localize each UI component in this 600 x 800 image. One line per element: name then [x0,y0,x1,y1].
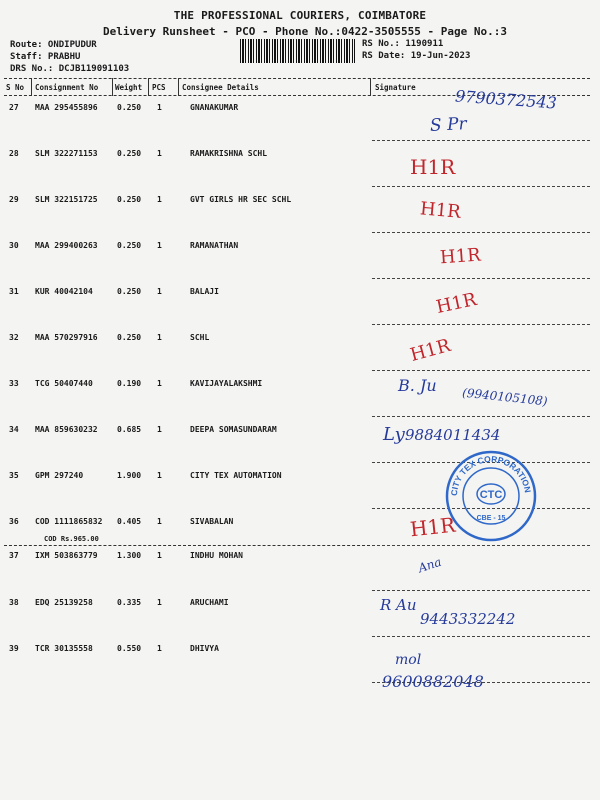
row-weight: 0.190 [117,379,142,388]
row-sno: 36 [9,517,19,526]
row-weight: 0.250 [117,149,142,158]
row-consignment: COD 1111865832 [35,517,103,526]
handwritten-phone: 9600882048 [382,672,484,691]
row-consignment: EDQ 25139258 [35,598,93,607]
row-consignee: CITY TEX AUTOMATION [190,471,282,480]
drs-number: DRS No.: DCJB119091103 [10,64,130,74]
row-consignment: KUR 40042104 [35,287,93,296]
row-consignment: GPM 297240 [35,471,84,480]
row-consignment: MAA 299400263 [35,241,98,250]
handwritten-hr-mark: H1R [408,512,457,542]
handwritten-signature: Ana [416,554,444,576]
row-weight: 0.335 [117,598,142,607]
handwritten-hr-mark: H1R [434,288,479,319]
row-consignment: TCG 50407440 [35,379,93,388]
row-sno: 35 [9,471,19,480]
handwritten-signature: S Pr [429,114,468,136]
table-row [0,644,600,690]
stamp-company-name: CITY TEX CORPORATION [448,453,533,497]
row-consignee: KAVIJAYALAKSHMI [190,379,263,388]
handwritten-hr-mark: H1R [407,335,453,366]
signature-line [372,590,590,591]
row-consignment: MAA 570297916 [35,333,98,342]
col-divider [148,78,149,96]
row-sno: 33 [9,379,19,388]
row-consignment: SLM 322151725 [35,195,98,204]
row-consignee: ARUCHAMI [190,598,229,607]
table-row [0,333,600,379]
document-subtitle: Delivery Runsheet - PCO - Phone No.:0422-3505555 - Page No.:3 [103,25,507,38]
row-consignee: SCHL [190,333,210,342]
header-top-rule [4,78,590,79]
row-consignee: INDHU MOHAN [190,551,243,560]
col-consignment-header: Consignment No [35,83,99,92]
col-divider [112,78,113,96]
row-pcs: 1 [157,644,162,653]
handwritten-phone: 9790372543 [454,86,558,113]
row-pcs: 1 [157,103,162,112]
handwritten-signature: mol [395,652,422,668]
table-row [0,103,600,149]
handwritten-hr-mark: H1R [410,155,456,179]
row-weight: 0.250 [117,241,142,250]
signature-line [372,278,590,279]
row-sno: 38 [9,598,19,607]
handwritten-phone: 9884011434 [405,426,501,444]
signature-line [372,636,590,637]
handwritten-signature: R Au [380,596,417,614]
row-weight: 0.250 [117,287,142,296]
row-pcs: 1 [157,425,162,434]
signature-line [372,324,590,325]
row-weight: 1.300 [117,551,142,560]
row-consignee: SIVABALAN [190,517,234,526]
row-separator [4,545,370,546]
row-consignment: MAA 859630232 [35,425,98,434]
row-consignment: MAA 295455896 [35,103,98,112]
col-signature-header: Signature [375,83,416,92]
row-pcs: 1 [157,598,162,607]
row-sno: 29 [9,195,19,204]
handwritten-phone: (9940105108) [461,385,549,409]
row-pcs: 1 [157,287,162,296]
row-consignee: DEEPA SOMASUNDARAM [190,425,277,434]
rs-date: RS Date: 19-Jun-2023 [362,51,471,61]
handwritten-hr-mark: H1R [439,244,482,269]
row-weight: 0.250 [117,195,142,204]
signature-line [372,545,590,546]
cod-amount-note: COD Rs.965.00 [44,535,99,543]
row-weight: 0.250 [117,333,142,342]
row-pcs: 1 [157,333,162,342]
signature-line [372,186,590,187]
table-row [0,287,600,333]
col-divider [370,78,371,96]
col-weight-header: Weight [115,83,143,92]
row-consignment: TCR 30135558 [35,644,93,653]
row-sno: 28 [9,149,19,158]
handwritten-hr-mark: H1R [419,198,462,223]
row-pcs: 1 [157,241,162,250]
row-consignment: SLM 322271153 [35,149,98,158]
row-weight: 0.550 [117,644,142,653]
row-weight: 0.405 [117,517,142,526]
row-pcs: 1 [157,149,162,158]
row-weight: 1.900 [117,471,142,480]
row-consignee: RAMAKRISHNA SCHL [190,149,268,158]
row-pcs: 1 [157,379,162,388]
col-divider [31,78,32,96]
row-consignment: IXM 503863779 [35,551,98,560]
col-sno-header: S No [6,83,25,92]
row-sno: 31 [9,287,19,296]
row-consignee: RAMANATHAN [190,241,239,250]
row-pcs: 1 [157,517,162,526]
row-sno: 39 [9,644,19,653]
barcode [240,39,355,63]
row-consignee: GVT GIRLS HR SEC SCHL [190,195,292,204]
table-row [0,241,600,287]
table-row [0,149,600,195]
stamp-logo: CTC [479,489,503,501]
rs-number: RS No.: 1190911 [362,39,444,49]
signature-line [372,370,590,371]
row-weight: 0.685 [117,425,142,434]
handwritten-phone: 9443332242 [420,610,516,628]
row-sno: 32 [9,333,19,342]
handwritten-signature: B. Ju [398,376,437,395]
row-pcs: 1 [157,195,162,204]
company-stamp [445,450,537,542]
row-weight: 0.250 [117,103,142,112]
row-sno: 34 [9,425,19,434]
document-title: THE PROFESSIONAL COURIERS, COIMBATORE [173,9,427,22]
signature-line [372,232,590,233]
handwritten-signature: Ly [383,424,405,445]
col-consignee-header: Consignee Details [182,83,259,92]
col-pcs-header: PCS [152,83,166,92]
col-divider [178,78,179,96]
row-sno: 30 [9,241,19,250]
row-sno: 27 [9,103,19,112]
table-row [0,195,600,241]
row-consignee: BALAJI [190,287,219,296]
row-consignee: DHIVYA [190,644,219,653]
route-label: Route: ONDIPUDUR [10,40,97,50]
row-sno: 37 [9,551,19,560]
row-consignee: GNANAKUMAR [190,103,239,112]
signature-line [372,140,590,141]
row-pcs: 1 [157,471,162,480]
signature-line [372,416,590,417]
stamp-place: CBE - 15 [476,515,506,522]
staff-label: Staff: PRABHU [10,52,81,62]
row-pcs: 1 [157,551,162,560]
